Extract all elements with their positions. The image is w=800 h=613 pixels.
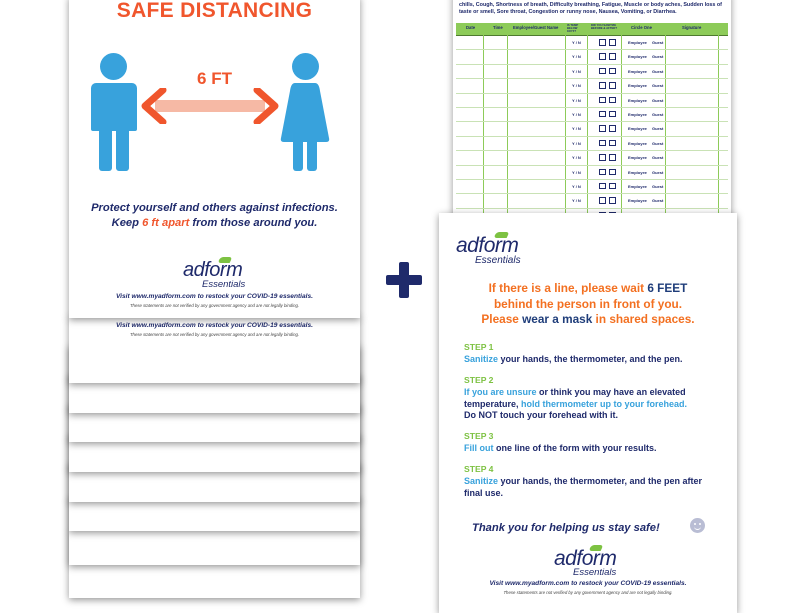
logo-sub: Essentials (202, 279, 246, 290)
step-3-text (464, 443, 719, 455)
poster-disclaimer: These statements are not verified by any government agency and are not legally binding. (129, 332, 300, 337)
guest-label: Guest (652, 183, 664, 189)
form-row (456, 166, 728, 180)
employee-label: Employee (628, 97, 647, 103)
yn-label: Y / N (572, 97, 581, 103)
poster-url: Visit www.myadform.com to restock your COVID-19 essentials. (115, 293, 314, 300)
checkbox[interactable] (599, 197, 606, 204)
employee-label: Employee (628, 198, 647, 204)
form-row (456, 194, 728, 208)
step-1-body: your hands, the thermometer, and the pen. (498, 354, 683, 364)
form-row (456, 122, 728, 136)
logo-sub: Essentials (475, 255, 521, 266)
step-2-body-1: or think you may have an elevated temperature, (464, 387, 686, 409)
checkbox[interactable] (609, 183, 616, 190)
step-2-body-2: Do NOT touch your forehead with it. (464, 410, 618, 421)
checkbox[interactable] (599, 125, 606, 132)
yn-label: Y / N (572, 111, 581, 117)
instructions-sheet (439, 213, 737, 613)
checkbox[interactable] (609, 140, 616, 147)
yn-label: Y / N (572, 40, 581, 45)
lead-3b: wear a mask (522, 312, 593, 326)
checkbox[interactable] (609, 53, 616, 60)
checkbox[interactable] (599, 97, 606, 104)
keep-prefix: Keep (111, 217, 143, 229)
checkbox[interactable] (609, 154, 616, 161)
step-4-label: STEP 4 (464, 464, 494, 474)
employee-label: Employee (628, 111, 647, 117)
yn-label: Y / N (572, 198, 581, 204)
employee-label: Employee (628, 155, 647, 161)
form-rows (456, 36, 728, 223)
lead-line-2: behind the person in front of you. (493, 296, 683, 311)
keep-apart-line (69, 216, 360, 231)
checkbox[interactable] (599, 39, 606, 46)
checkbox[interactable] (599, 111, 606, 118)
poster-url: Visit www.myadform.com to restock your COVID-19 essentials. (115, 322, 314, 329)
col-temp: IS TEMP BELOW 100°F? (567, 23, 579, 33)
guest-label: Guest (652, 155, 664, 161)
guest-label: Guest (652, 54, 664, 60)
checkbox[interactable] (599, 68, 606, 75)
guest-label: Guest (652, 40, 664, 45)
step-1-highlight: Sanitize (464, 354, 499, 364)
form-row (456, 137, 728, 151)
yn-label: Y / N (572, 54, 581, 60)
guest-label: Guest (652, 126, 664, 132)
checkbox[interactable] (609, 169, 616, 176)
step-4-text (464, 476, 719, 499)
thank-you-message: Thank you for helping us stay safe! (472, 522, 660, 534)
yn-label: Y / N (572, 169, 581, 175)
checkbox[interactable] (599, 169, 606, 176)
checkbox[interactable] (609, 68, 616, 75)
checkbox[interactable] (599, 183, 606, 190)
keep-suffix: from those around you. (189, 217, 318, 229)
col-time: Time (493, 25, 503, 30)
distance-label: 6 FT (197, 69, 232, 88)
employee-label: Employee (628, 83, 647, 89)
checkbox[interactable] (609, 197, 616, 204)
line-instructions (439, 281, 737, 328)
col-sanitize: DID YOU SANITIZE BEFORE & AFTER? (591, 23, 618, 30)
step-2-highlight-1: If you are unsure (464, 387, 537, 397)
guest-label: Guest (652, 97, 664, 103)
step-3-highlight: Fill out (464, 443, 494, 453)
lead-3c: in shared spaces. (592, 312, 695, 326)
smiley-icon (690, 518, 705, 533)
lead-line-3 (439, 312, 737, 328)
lead-1a: If there is a line, please wait (488, 281, 648, 295)
checkbox[interactable] (609, 39, 616, 46)
checkbox[interactable] (599, 82, 606, 89)
logo-brand: adform (456, 234, 519, 257)
col-name: Employee/Guest Name (513, 25, 559, 30)
employee-label: Employee (628, 169, 647, 175)
checkbox[interactable] (609, 125, 616, 132)
form-row (456, 50, 728, 64)
lead-3a: Please (481, 312, 523, 326)
guest-label: Guest (652, 111, 664, 117)
yn-label: Y / N (572, 183, 581, 189)
yn-label: Y / N (572, 140, 581, 146)
employee-label: Employee (628, 126, 647, 132)
temperature-log-form (453, 0, 731, 224)
employee-label: Employee (628, 68, 647, 74)
keep-accent: 6 ft apart (142, 217, 190, 229)
guest-label: Guest (652, 68, 664, 74)
step-2-text (464, 387, 719, 422)
yn-label: Y / N (572, 155, 581, 161)
protect-message (69, 201, 360, 231)
plus-icon (386, 262, 422, 298)
employee-label: Employee (628, 140, 647, 146)
step-2-highlight-2: hold thermometer up to your forehead. (521, 398, 688, 409)
logo-sub: Essentials (573, 567, 617, 578)
logo-brand: adform (554, 547, 617, 570)
step-2-label: STEP 2 (464, 375, 494, 385)
form-row (456, 36, 728, 50)
logo-brand: adform (183, 259, 243, 281)
form-row (456, 79, 728, 93)
checkbox[interactable] (609, 111, 616, 118)
yn-label: Y / N (572, 126, 581, 132)
guest-label: Guest (652, 169, 664, 175)
poster-disclaimer: These statements are not verified by any government agency and are not legally binding. (129, 303, 300, 308)
employee-label: Employee (628, 183, 647, 189)
form-row (456, 65, 728, 79)
checkbox[interactable] (599, 140, 606, 147)
checkbox[interactable] (599, 154, 606, 161)
guest-label: Guest (652, 140, 664, 146)
poster-title: SAFE DISTANCING (116, 0, 313, 22)
form-row (456, 108, 728, 122)
step-4-highlight: Sanitize (464, 476, 499, 486)
col-circle: Circle One (631, 25, 652, 30)
checkbox[interactable] (599, 53, 606, 60)
instructions-disclaimer: These statements are not verified by any government agency and are not legally binding. (503, 590, 673, 595)
step-1-label: STEP 1 (464, 342, 494, 352)
step-1-text (464, 354, 719, 366)
checkbox[interactable] (609, 82, 616, 89)
form-intro: chills, Cough, Shortness of breath, Difficulty breathing, Fatigue, Muscle or body aches, Sudden loss of taste or smell, Sore throat, Congestion or runny nose, Nausea, Vomiting, or Diarrhea. (459, 2, 722, 15)
checkbox[interactable] (609, 97, 616, 104)
guest-label: Guest (652, 198, 664, 204)
lead-1b: 6 FEET (647, 281, 688, 295)
col-signature: Signature (682, 25, 702, 30)
form-header (456, 23, 728, 36)
double-arrow-icon (141, 88, 279, 124)
form-row (456, 94, 728, 108)
stacked-poster (69, 315, 360, 383)
instructions-url: Visit www.myadform.com to restock your COVID-19 essentials. (489, 580, 687, 587)
lead-line-1 (439, 281, 737, 297)
step-3-body: one line of the form with your results. (493, 443, 657, 453)
yn-label: Y / N (572, 83, 581, 89)
protect-line: Protect yourself and others against infections. (91, 202, 338, 214)
employee-label: Employee (628, 54, 647, 60)
yn-label: Y / N (572, 68, 581, 74)
employee-label: Employee (628, 40, 647, 45)
guest-label: Guest (652, 83, 664, 89)
form-row (456, 180, 728, 194)
form-row (456, 151, 728, 165)
step-3-label: STEP 3 (464, 431, 494, 441)
col-date: Date (466, 25, 476, 30)
safe-distancing-poster (69, 0, 360, 318)
step-4-body: your hands, the thermometer, and the pen after final use. (464, 476, 703, 498)
